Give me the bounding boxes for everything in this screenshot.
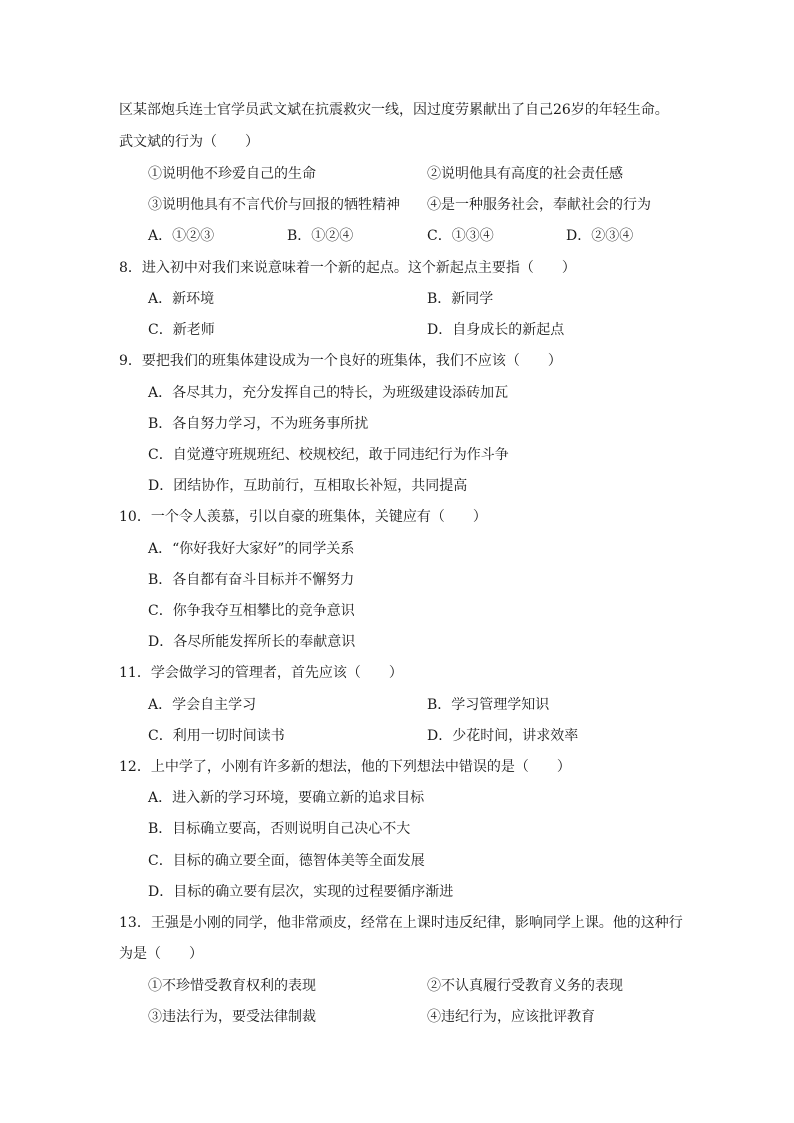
q10-option-d: D．各尽所能发挥所长的奉献意识 — [148, 634, 356, 650]
q12-option-a: A．进入新的学习环境，要确立新的追求目标 — [148, 790, 425, 806]
q7-stem-line2: 武文斌的行为（ ） — [119, 134, 259, 150]
q9-stem: 9．要把我们的班集体建设成为一个良好的班集体，我们不应该（ ） — [119, 353, 562, 369]
q13-statement-2: ②不认真履行受教育义务的表现 — [427, 978, 623, 994]
q13-statement-1: ①不珍惜受教育权利的表现 — [148, 978, 316, 994]
q10-option-a: A．“你好我好大家好”的同学关系 — [148, 541, 355, 557]
q7-option-d: D．②③④ — [566, 228, 634, 244]
q11-option-c: C．利用一切时间读书 — [148, 728, 285, 744]
q13-stem-line1: 13．王强是小刚的同学，他非常顽皮，经常在上课时违反纪律，影响同学上课。他的这种行 — [119, 915, 683, 931]
q7-stem-line1: 区某部炮兵连士官学员武文斌在抗震救灾一线，因过度劳累献出了自己26岁的年轻生命。 — [119, 102, 669, 118]
q13-statement-3: ③违法行为，要受法律制裁 — [148, 1009, 316, 1025]
q12-option-d: D．目标的确立要有层次，实现的过程要循序渐进 — [148, 884, 454, 900]
q12-option-b: B．目标确立要高，否则说明自己决心不大 — [148, 821, 411, 837]
q7-statement-2: ②说明他具有高度的社会责任感 — [427, 166, 623, 182]
q12-stem: 12．上中学了，小刚有许多新的想法，他的下列想法中错误的是（ ） — [119, 759, 571, 775]
q13-statement-4: ④违纪行为，应该批评教育 — [427, 1009, 595, 1025]
q8-option-b: B．新同学 — [427, 291, 494, 307]
q7-option-b: B．①②④ — [287, 228, 354, 244]
q9-option-d: D．团结协作，互助前行，互相取长补短，共同提高 — [148, 478, 468, 494]
q10-option-c: C．你争我夺互相攀比的竞争意识 — [148, 603, 355, 619]
q7-option-a: A．①②③ — [148, 228, 215, 244]
q13-stem-line2: 为是（ ） — [119, 946, 203, 962]
q9-option-b: B．各自努力学习，不为班务事所扰 — [148, 416, 369, 432]
q11-option-d: D．少花时间，讲求效率 — [427, 728, 579, 744]
q8-option-a: A．新环境 — [148, 291, 215, 307]
q7-statement-1: ①说明他不珍爱自己的生命 — [148, 166, 316, 182]
q8-option-c: C．新老师 — [148, 322, 215, 338]
q11-stem: 11．学会做学习的管理者，首先应该（ ） — [119, 665, 403, 681]
q8-option-d: D．自身成长的新起点 — [427, 322, 565, 338]
q10-option-b: B．各自都有奋斗目标并不懈努力 — [148, 572, 355, 588]
q8-stem: 8．进入初中对我们来说意味着一个新的起点。这个新起点主要指（ ） — [119, 260, 576, 276]
q9-option-a: A．各尽其力，充分发挥自己的特长，为班级建设添砖加瓦 — [148, 385, 509, 401]
q12-option-c: C．目标的确立要全面，德智体美等全面发展 — [148, 853, 425, 869]
q7-statement-4: ④是一种服务社会，奉献社会的行为 — [427, 197, 651, 213]
q7-statement-3: ③说明他具有不言代价与回报的牺牲精神 — [148, 197, 400, 213]
q7-option-c: C．①③④ — [427, 228, 494, 244]
q11-option-b: B．学习管理学知识 — [427, 697, 550, 713]
q9-option-c: C．自觉遵守班规班纪、校规校纪，敢于同违纪行为作斗争 — [148, 447, 509, 463]
q11-option-a: A．学会自主学习 — [148, 697, 257, 713]
q10-stem: 10．一个令人羡慕，引以自豪的班集体，关键应有（ ） — [119, 509, 487, 525]
